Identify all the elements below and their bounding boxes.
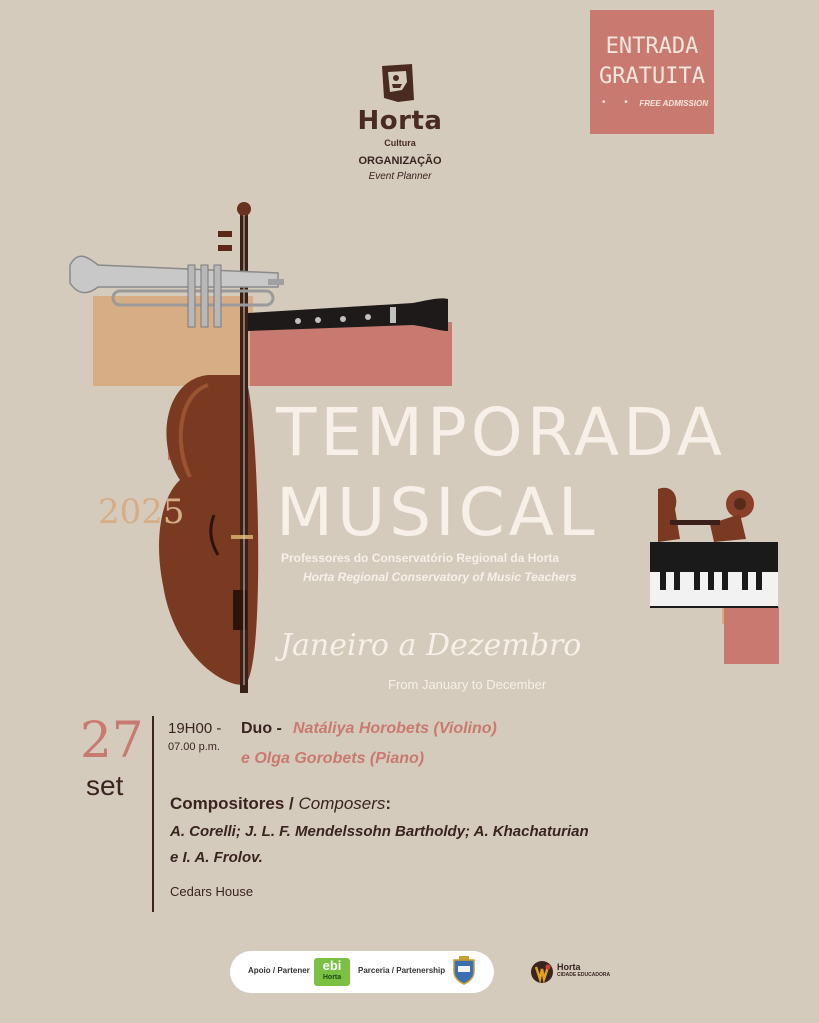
event-venue: Cedars House <box>170 884 254 899</box>
badge-dots: • • <box>602 97 636 108</box>
organizer-label-en: Event Planner <box>368 171 432 182</box>
composers-colon: : <box>385 794 392 813</box>
violin-piano-illustration <box>650 484 780 609</box>
municipal-crest-icon <box>451 956 477 986</box>
support-label: Apoio / Partener <box>248 966 310 975</box>
event-day: 27 <box>80 711 144 769</box>
season-year: 2025 <box>98 492 185 532</box>
piano-keys-icon <box>650 542 778 608</box>
badge-line-2: GRATUITA <box>599 64 705 89</box>
composers-list-line-1: A. Corelli; J. L. F. Mendelssohn Bartholdy; A. Khachaturian <box>170 823 589 840</box>
subtitle-en: Horta Regional Conservatory of Music Teachers <box>303 570 577 584</box>
horta-cultura-logo-icon <box>378 60 418 104</box>
organizer-label: ORGANIZAÇÃO <box>358 155 442 167</box>
cidade-educadora-icon <box>530 959 554 985</box>
period-en: From January to December <box>388 677 547 692</box>
hce-sub: CIDADE EDUCADORA <box>557 972 611 978</box>
badge-line-1: ENTRADA <box>605 34 699 59</box>
hce-name: Horta <box>557 962 581 972</box>
composers-label-pt: Compositores / <box>170 794 294 813</box>
subtitle-pt: Professores do Conservatório Regional da Horta <box>281 551 560 565</box>
right-pink-block <box>724 607 779 664</box>
period-pt: Janeiro a Dezembro <box>280 628 582 663</box>
ebi-logo-text: ebi <box>322 958 342 973</box>
ebi-logo-sub: Horta <box>322 974 342 981</box>
event-time: 19H00 - <box>168 720 222 737</box>
clarinet-icon <box>248 298 448 331</box>
composers-label-en: Composers <box>298 794 386 813</box>
performer-2: e Olga Gorobets (Piano) <box>241 750 425 767</box>
composers-label <box>170 794 391 814</box>
divider-line <box>152 716 154 912</box>
event-time-en: 07.00 p.m. <box>168 741 220 753</box>
ebi-horta-logo <box>314 958 350 986</box>
performer-1: Natáliya Horobets (Violino) <box>293 720 497 737</box>
horta-logo-subtitle: Cultura <box>384 138 416 148</box>
horta-logo-name: Horta <box>357 106 443 136</box>
composers-list-line-2: e I. A. Frolov. <box>170 849 263 866</box>
event-type: Duo - <box>241 720 282 737</box>
badge-line-3: FREE ADMISSION <box>639 99 708 108</box>
event-month: set <box>86 770 124 801</box>
violin-scroll-icon <box>658 488 754 542</box>
cidade-educadora-logo <box>557 962 610 978</box>
partnership-label: Parceria / Partenership <box>358 966 446 975</box>
title-line-2: MUSICAL <box>276 474 599 551</box>
title-line-1: TEMPORADA <box>276 394 726 471</box>
